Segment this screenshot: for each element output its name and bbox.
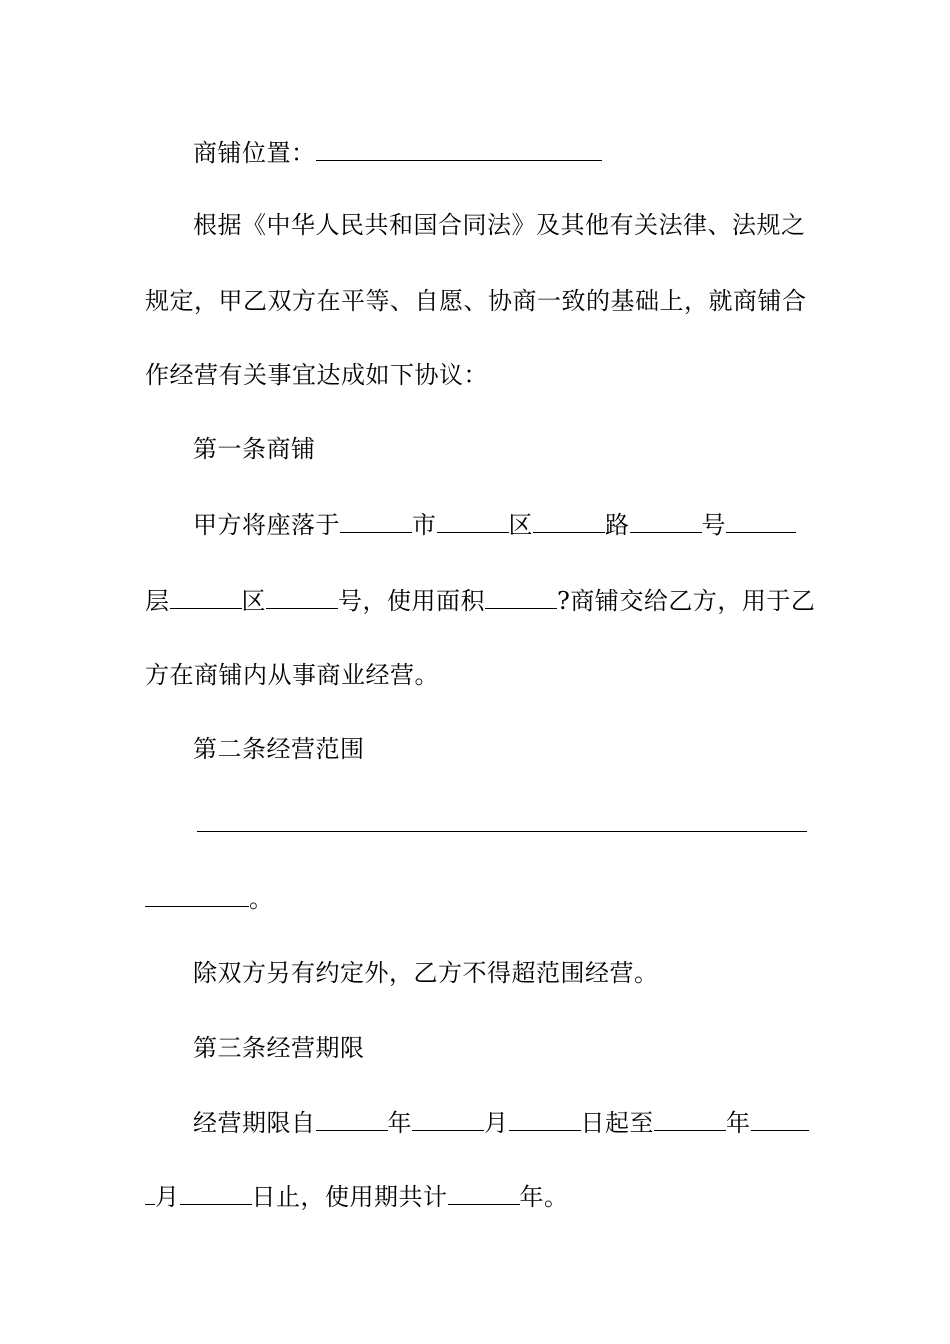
intro-line-3: 作经营有关事宜达成如下协议：	[145, 361, 488, 389]
scope-note: 除双方另有约定外，乙方不得超范围经营。	[193, 959, 659, 987]
floor-blank	[726, 510, 796, 533]
a3-l1-text-4: 日起至	[580, 1109, 654, 1137]
a3-l1-text-2: 年	[387, 1109, 412, 1137]
a3-l1-text-1: 经营期限自	[193, 1109, 316, 1137]
start-month-blank	[412, 1108, 484, 1131]
district-blank	[437, 510, 509, 533]
shop-location-line	[193, 138, 602, 168]
end-year-blank	[654, 1108, 726, 1131]
number-blank	[630, 510, 702, 533]
end-month-blank-part1	[751, 1108, 809, 1131]
a1-l2-text-4: ?商铺交给乙方，用于乙	[557, 587, 816, 615]
article-3-title: 第三条经营期限	[193, 1034, 365, 1062]
a3-l1-text-5: 年	[726, 1109, 751, 1137]
article-1-line-2	[145, 586, 815, 616]
start-year-blank	[316, 1108, 388, 1131]
shop-location-label: 商铺位置：	[193, 139, 316, 167]
road-blank	[533, 510, 605, 533]
article-2-title: 第二条经营范围	[193, 735, 365, 763]
a1-l1-text-5: 号	[701, 511, 726, 539]
scope-rule-1	[197, 831, 807, 832]
article-3-line-1	[193, 1108, 809, 1138]
article-1-line-1	[193, 510, 796, 540]
a1-l1-text-1: 甲方将座落于	[193, 511, 340, 539]
a1-l2-text-3: 号，使用面积	[338, 587, 485, 615]
a1-l1-text-3: 区	[508, 511, 533, 539]
intro-line-1: 根据《中华人民共和国合同法》及其他有关法律、法规之	[193, 211, 806, 239]
a3-l2-text-3: 年。	[519, 1183, 569, 1211]
end-day-blank	[180, 1182, 252, 1205]
a3-l2-text-2: 日止，使用期共计	[251, 1183, 448, 1211]
city-blank	[340, 510, 412, 533]
scope-rule-2	[145, 884, 249, 907]
a3-l2-text-1: 月	[155, 1183, 180, 1211]
article-3-line-2	[145, 1182, 569, 1212]
scope-end-line	[145, 884, 274, 914]
area-blank	[485, 586, 557, 609]
intro-line-2: 规定，甲乙双方在平等、自愿、协商一致的基础上，就商铺合	[145, 287, 807, 315]
a1-l1-text-4: 路	[605, 511, 630, 539]
article-1-line-3: 方在商铺内从事商业经营。	[145, 661, 439, 689]
unit-blank	[266, 586, 338, 609]
scope-end-mark: 。	[249, 885, 274, 913]
total-years-blank	[448, 1182, 520, 1205]
a1-l2-text-1: 层	[145, 587, 170, 615]
a1-l1-text-2: 市	[412, 511, 437, 539]
start-day-blank	[509, 1108, 581, 1131]
article-1-title: 第一条商铺	[193, 435, 316, 463]
end-month-blank-part2	[145, 1182, 155, 1205]
shop-location-blank	[316, 138, 602, 161]
a1-l2-text-2: 区	[241, 587, 266, 615]
a3-l1-text-3: 月	[484, 1109, 509, 1137]
zone-blank	[170, 586, 242, 609]
